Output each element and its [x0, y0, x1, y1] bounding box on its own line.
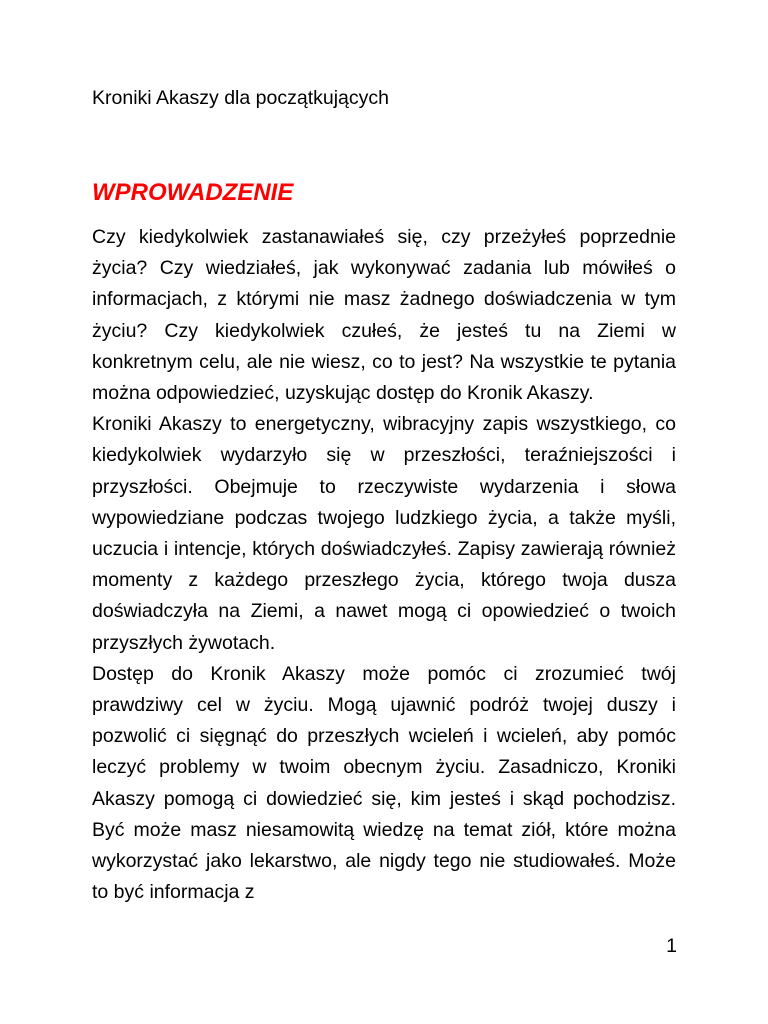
paragraph: Czy kiedykolwiek zastanawiałeś się, czy przeżyłeś poprzednie życia? Czy wiedziałeś, jak wykonywać zadania lub mówiłeś o informacjach, z którymi nie masz żadnego doświadczenia w tym życiu? Czy kiedykolwiek czułeś, że jesteś tu na Ziemi w konkretnym celu, ale nie wiesz, co to jest? Na wszystkie te pytania można odpowiedzieć, uzyskując dostęp do Kronik Akaszy.: [92, 226, 676, 405]
body-text: [92, 222, 676, 908]
document-title: Kroniki Akaszy dla początkujących: [92, 87, 389, 109]
paragraph: Kroniki Akaszy to energetyczny, wibracyjny zapis wszystkiego, co kiedykolwiek wydarzyło się w przeszłości, teraźniejszości i przyszłości. Obejmuje to rzeczywiste wydarzenia i słowa wypowiedziane podczas twojego ludzkiego życia, a także myśli, uczucia i intencje, których doświadczyłeś. Zapisy zawierają również momenty z każdego przeszłego życia, którego twoja dusza doświadczyła na Ziemi, a nawet mogą ci opowiedzieć o twoich przyszłych żywotach.: [92, 413, 676, 654]
section-heading: WPROWADZENIE: [92, 179, 294, 206]
paragraph: Dostęp do Kronik Akaszy może pomóc ci zrozumieć twój prawdziwy cel w życiu. Mogą ujawnić podróż twojej duszy i pozwolić ci sięgnąć do przeszłych wcieleń i wcieleń, aby pomóc leczyć problemy w twoim obecnym życiu. Zasadniczo, Kroniki Akaszy pomogą ci dowiedzieć się, kim jesteś i skąd pochodzisz. Być może masz niesamowitą wiedzę na temat ziół, które można wykorzystać jako lekarstwo, ale nigdy tego nie studiowałeś. Może to być informacja z: [92, 662, 676, 904]
page-number: 1: [666, 935, 677, 957]
